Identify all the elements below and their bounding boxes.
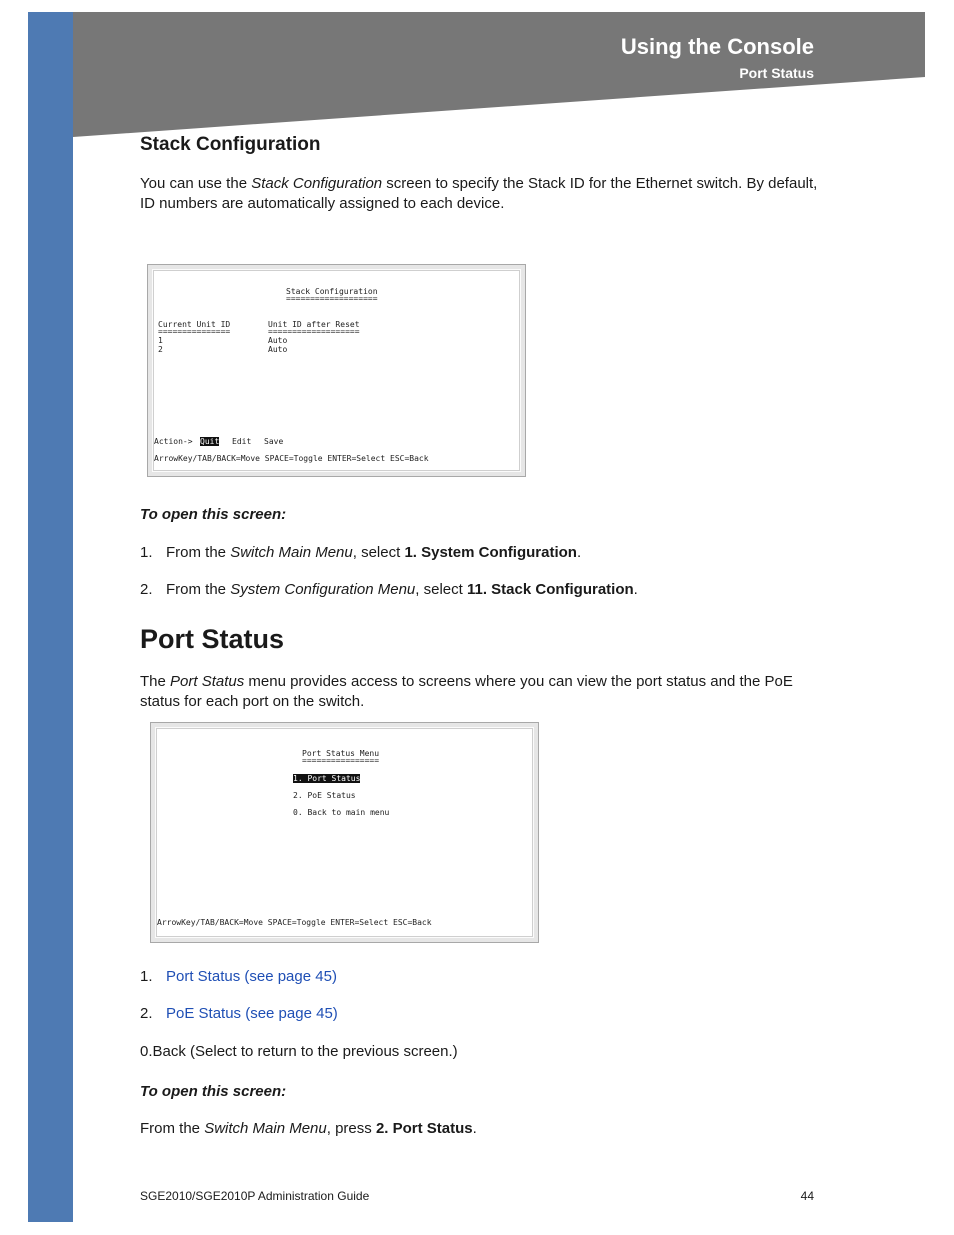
instr-pre: From the	[140, 1120, 205, 1137]
stack-config-heading: Stack Configuration	[140, 134, 321, 155]
step-mid: , select	[352, 544, 405, 561]
footer-guide-title: SGE2010/SGE2010P Administration Guide	[140, 1189, 370, 1203]
action-label: Action->	[154, 437, 193, 446]
footer-page-number: 44	[800, 1189, 814, 1203]
sidebar-band	[28, 12, 73, 1222]
step-post: .	[576, 544, 582, 561]
intro-emphasis: Port Status	[170, 673, 245, 690]
col-rule: ===================	[268, 327, 360, 336]
col-rule: ===============	[158, 327, 231, 336]
screen-title: Port Status Menu	[302, 749, 380, 758]
port-status-link[interactable]: Port Status (see page 45)	[166, 968, 337, 985]
step-menu-name: Switch Main Menu	[230, 544, 353, 561]
step-mid: , select	[415, 581, 467, 598]
port-status-screenshot	[150, 722, 539, 943]
list-number: 2.	[140, 1005, 153, 1022]
chapter-title: Using the Console	[620, 34, 814, 59]
open-screen-label: To open this screen:	[140, 1083, 287, 1100]
help-line: ArrowKey/TAB/BACK=Move SPACE=Toggle ENTER=Select ESC=Back	[157, 918, 432, 927]
step-option: 11. Stack Configuration	[466, 581, 634, 598]
instr-option: 2. Port Status	[375, 1120, 473, 1137]
action-save: Save	[264, 437, 284, 446]
list-number: 1.	[140, 544, 153, 561]
unit-id-cell: 2	[158, 345, 163, 354]
action-quit: Quit	[200, 437, 220, 446]
menu-item-port-status: 1. Port Status	[293, 774, 361, 783]
step-option: 1. System Configuration	[404, 544, 577, 561]
menu-item-back: 0. Back to main menu	[293, 808, 390, 817]
menu-item-poe-status: 2. PoE Status	[293, 791, 356, 800]
list-item[interactable]	[140, 1005, 820, 1025]
action-edit: Edit	[232, 437, 252, 446]
step-text	[166, 581, 638, 598]
step-text	[166, 544, 581, 561]
screen-title-rule: ================	[302, 756, 380, 765]
open-instruction	[140, 1120, 477, 1137]
poe-status-link[interactable]: PoE Status (see page 45)	[166, 1005, 338, 1022]
list-item[interactable]	[140, 968, 820, 988]
step-menu-name: System Configuration Menu	[230, 581, 416, 598]
step-post: .	[633, 581, 638, 598]
back-note: 0.Back (Select to return to the previous screen.)	[140, 1043, 458, 1060]
step-pre: From the	[166, 544, 231, 561]
section-subtitle: Port Status	[739, 65, 814, 81]
instr-post: .	[472, 1120, 477, 1137]
col-unit-after-reset-header: Unit ID after Reset	[268, 320, 360, 329]
instr-menu-name: Switch Main Menu	[204, 1120, 327, 1137]
list-item	[140, 544, 820, 564]
intro-text: The	[140, 673, 171, 690]
port-status-intro	[140, 672, 820, 712]
page-header	[73, 12, 925, 137]
step-pre: From the	[166, 581, 231, 598]
list-number: 1.	[140, 968, 153, 985]
screen-title: Stack Configuration	[286, 287, 378, 296]
unit-id-cell: 1	[158, 336, 163, 345]
open-screen-label: To open this screen:	[140, 506, 287, 523]
col-current-unit-header: Current Unit ID	[158, 320, 231, 329]
unit-after-cell: Auto	[268, 336, 288, 345]
intro-text: screen to specify the Stack ID for the Ethernet switch. By default, ID numbers are automatically assigned to each device.	[140, 175, 818, 212]
stack-config-screenshot	[147, 264, 526, 477]
list-item	[140, 581, 820, 601]
list-number: 2.	[140, 581, 153, 598]
instr-mid: , press	[326, 1120, 376, 1137]
stack-config-intro	[140, 174, 820, 214]
intro-emphasis: Stack Configuration	[251, 175, 383, 192]
intro-text: menu provides access to screens where you can view the port status and the PoE status for each port on the switch.	[140, 673, 793, 710]
port-status-heading: Port Status	[140, 624, 285, 654]
help-line: ArrowKey/TAB/BACK=Move SPACE=Toggle ENTER=Select ESC=Back	[154, 454, 429, 463]
unit-after-cell: Auto	[268, 345, 288, 354]
intro-text: You can use the	[140, 175, 252, 192]
screen-title-rule: ===================	[286, 294, 378, 303]
